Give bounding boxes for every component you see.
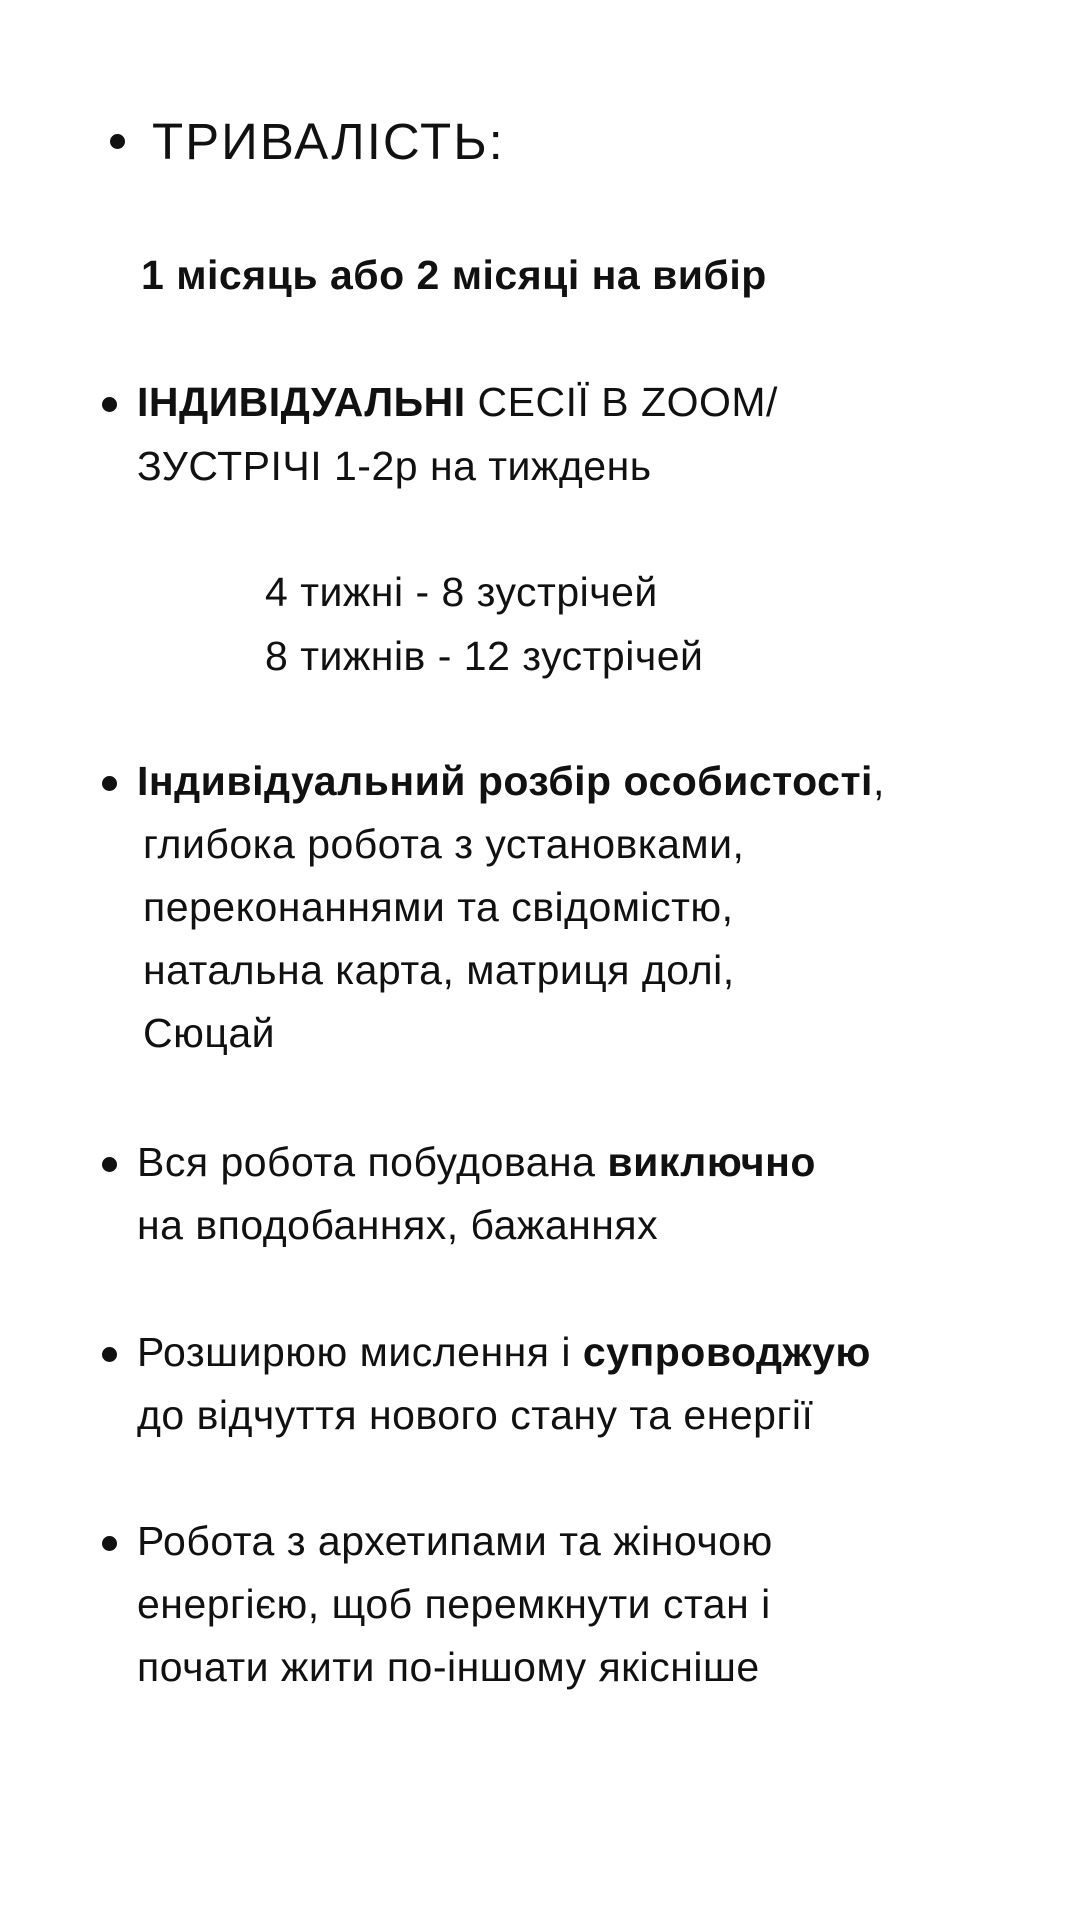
sessions-line-1 xyxy=(137,370,778,434)
preferences-bold: виключно xyxy=(607,1139,816,1185)
analysis-line-4: натальна карта, матриця долі, xyxy=(143,947,735,993)
mindset-bold: супроводжую xyxy=(582,1329,871,1375)
session-option-2: 8 тижнів - 12 зустрічей xyxy=(265,633,704,679)
preferences-line-1 xyxy=(137,1130,816,1194)
duration-detail: 1 місяць або 2 місяці на вибір xyxy=(141,252,767,298)
session-option-1: 4 тижні - 8 зустрічей xyxy=(265,569,658,615)
bullet-icon xyxy=(102,1536,117,1551)
mindset-plain: Розширюю мислення і xyxy=(137,1329,583,1375)
mindset-line-1 xyxy=(137,1320,871,1384)
preferences-plain: Вся робота побудована xyxy=(137,1139,608,1185)
bullet-icon xyxy=(102,397,117,412)
bullet-icon xyxy=(110,134,125,149)
archetypes-line-1: Робота з архетипами та жіночою xyxy=(137,1518,773,1564)
mindset-line-2: до відчуття нового стану та енергії xyxy=(137,1392,814,1438)
archetypes-line-3: почати жити по-іншому якісніше xyxy=(137,1644,760,1690)
analysis-bold: Індивідуальний розбір особистості xyxy=(137,758,873,804)
preferences-line-2: на вподобаннях, бажаннях xyxy=(137,1202,659,1248)
analysis-line-2: глибока робота з установками, xyxy=(143,821,745,867)
archetypes-line-2: енергією, щоб перемкнути стан і xyxy=(137,1581,771,1627)
sessions-bold: ІНДИВІДУАЛЬНІ xyxy=(137,379,466,425)
analysis-comma: , xyxy=(872,758,885,804)
analysis-line-5: Сюцай xyxy=(143,1010,276,1056)
bullet-icon xyxy=(102,1157,117,1172)
analysis-line-1 xyxy=(137,749,885,813)
analysis-line-3: переконаннями та свідомістю, xyxy=(143,884,734,930)
sessions-rest: СЕСІЇ В ZOOM/ xyxy=(465,379,778,425)
bullet-icon xyxy=(102,1347,117,1362)
bullet-icon xyxy=(102,776,117,791)
sessions-line-2: ЗУСТРІЧІ 1-2р на тиждень xyxy=(137,443,652,489)
duration-heading: ТРИВАЛІСТЬ: xyxy=(152,113,505,170)
